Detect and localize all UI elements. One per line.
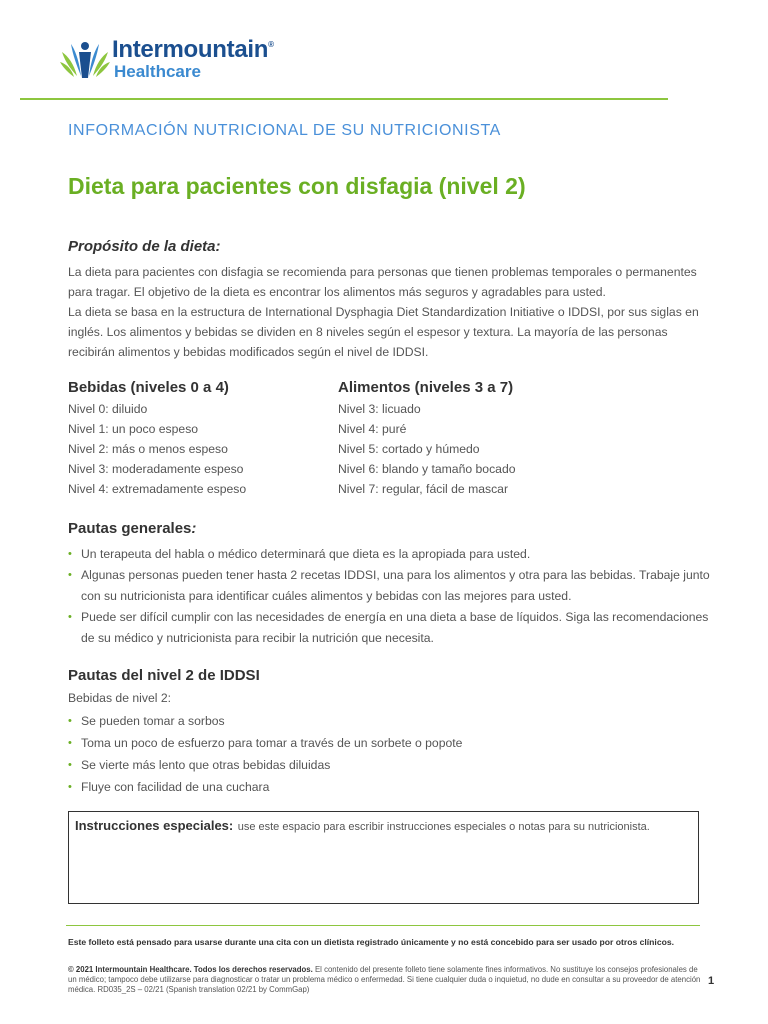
footer-disclaimer: Este folleto está pensado para usarse durante una cita con un dietista registrado únicamente y no está concebido para ser usado por otros clínicos. <box>68 937 675 947</box>
food-level-7: Nivel 7: regular, fácil de mascar <box>338 482 509 496</box>
special-instructions-hint: use este espacio para escribir instrucciones especiales o notas para su nutricionista. <box>237 821 650 833</box>
level2-guidelines-list <box>68 710 711 798</box>
section-kicker: INFORMACIÓN NUTRICIONAL DE SU NUTRICIONISTA <box>68 122 501 139</box>
beverage-level-2: Nivel 2: más o menos espeso <box>68 442 228 456</box>
general-guidelines-list <box>68 544 711 649</box>
document-title: Dieta para pacientes con disfagia (nivel 2) <box>68 173 526 199</box>
food-level-3: Nivel 3: licuado <box>338 402 421 416</box>
list-item: • Algunas personas pueden tener hasta 2 recetas IDDSI, una para los alimentos y otra para las bebidas. Trabaje junto con su nutricionista para identificar cuáles alimentos y bebidas con las mejores para usted. <box>68 565 711 607</box>
list-item: • Puede ser difícil cumplir con las necesidades de energía en una dieta a base de líquidos. Siga las recomendaciones de su médico y nutricionista para recibir la nutrición que necesita. <box>68 607 711 649</box>
bullet-icon: • <box>68 569 72 581</box>
list-item: • Un terapeuta del habla o médico determinará que dieta es la apropiada para usted. <box>68 544 711 565</box>
food-levels-column <box>338 379 516 499</box>
footer-copyright: © 2021 Intermountain Healthcare. Todos los derechos reservados. El contenido del presente folleto tiene solamente fines informativos. No sustituye los consejos profesionales de un médico; tampoco debe utilizarse para diagnosticar o tratar un problema médico o enfermedad. Si tiene cualquier duda o inquietud, no dude en consultar a su proveedor de atención médica. RD035_2S – 02/21 (Spanish translation 02/21 by CommGap) <box>68 965 701 994</box>
beverage-level-1: Nivel 1: un poco espeso <box>68 422 199 436</box>
bullet-icon: • <box>68 611 72 623</box>
header-divider <box>20 98 668 100</box>
special-instructions-label: Instrucciones especiales: <box>75 818 234 833</box>
beverage-levels-column <box>68 379 246 499</box>
purpose-paragraph-1: La dieta para pacientes con disfagia se recomienda para personas que tienen problemas temporales o permanentes para tragar. El objetivo de la dieta es encontrar los alimentos más seguros y agradables para usted. <box>68 265 697 299</box>
list-item: • Fluye con facilidad de una cuchara <box>68 776 711 798</box>
list-item: • Se pueden tomar a sorbos <box>68 710 711 732</box>
level2-guidelines-heading: Pautas del nivel 2 de IDDSI <box>68 667 260 684</box>
bullet-icon: • <box>68 715 72 727</box>
brand-name: Intermountain® <box>112 36 274 63</box>
general-guidelines-heading: Pautas generales: <box>68 520 197 537</box>
level2-beverages-intro: Bebidas de nivel 2: <box>68 691 171 705</box>
purpose-heading: Propósito de la dieta: <box>68 238 221 255</box>
footer-divider <box>66 925 700 926</box>
beverage-level-4: Nivel 4: extremadamente espeso <box>68 482 247 496</box>
list-item: • Toma un poco de esfuerzo para tomar a través de un sorbete o popote <box>68 732 711 754</box>
food-level-6: Nivel 6: blando y tamaño bocado <box>338 462 516 476</box>
bullet-icon: • <box>68 759 72 771</box>
list-item: • Se vierte más lento que otras bebidas diluidas <box>68 754 711 776</box>
beverage-level-0: Nivel 0: diluido <box>68 402 148 416</box>
beverage-level-3: Nivel 3: moderadamente espeso <box>68 462 244 476</box>
bullet-icon: • <box>68 548 72 560</box>
brand-subname: Healthcare <box>114 62 201 81</box>
bullet-icon: • <box>68 737 72 749</box>
bullet-icon: • <box>68 781 72 793</box>
intermountain-logo-icon <box>60 40 110 80</box>
special-instructions-box[interactable] <box>68 811 699 904</box>
purpose-paragraph-2: La dieta se basa en la estructura de International Dysphagia Diet Standardization Initiative o IDDSI, por sus siglas en inglés. Los alimentos y bebidas se dividen en 8 niveles según el espesor y textura. La mayoría de las personas recibirán alimentos y bebidas modificados según el nivel de IDDSI. <box>68 305 699 359</box>
food-level-4: Nivel 4: puré <box>338 422 407 436</box>
page-number: 1 <box>708 975 715 987</box>
food-levels-heading: Alimentos (niveles 3 a 7) <box>338 379 514 396</box>
food-level-5: Nivel 5: cortado y húmedo <box>338 442 480 456</box>
beverage-levels-heading: Bebidas (niveles 0 a 4) <box>68 379 229 396</box>
